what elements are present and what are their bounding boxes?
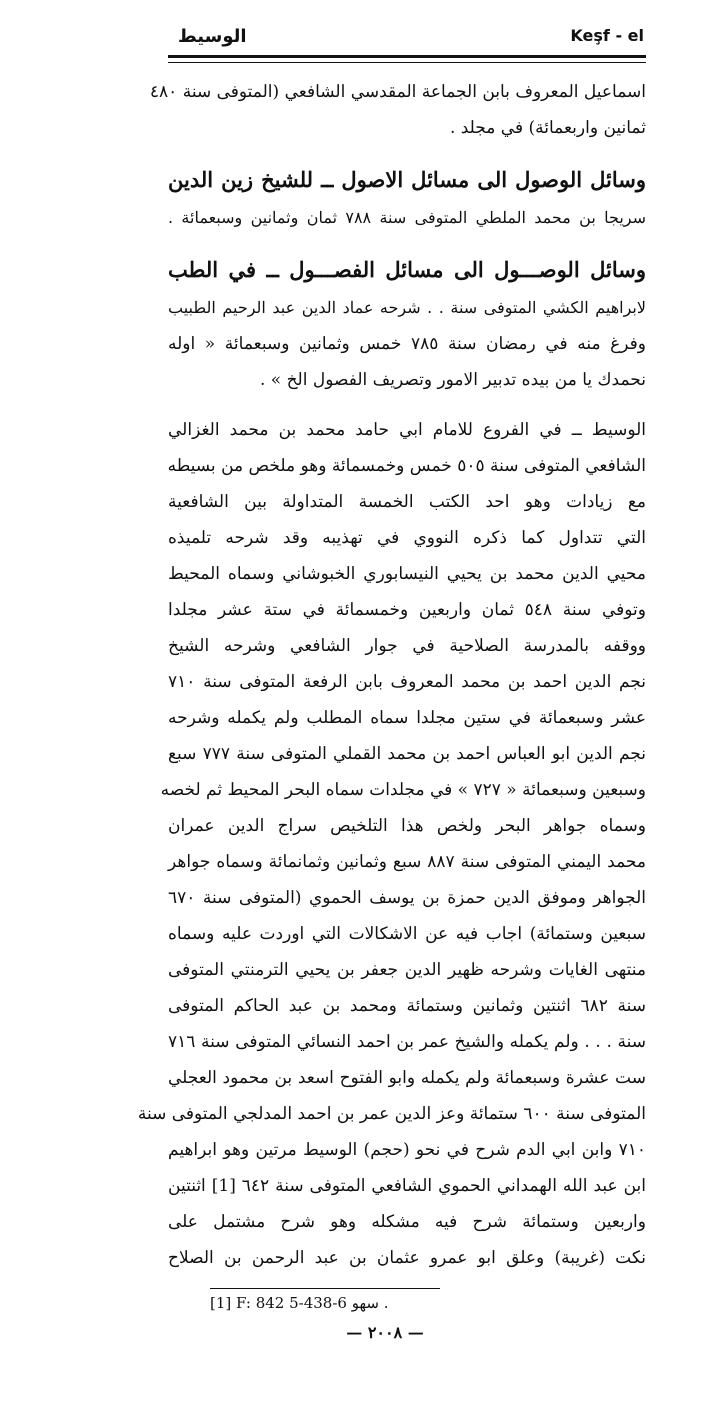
text-line: التي تتداول كما ذكره النووي في تهذيبه وقد شرحه تلميذه (168, 528, 646, 548)
entry-heading-line: وسائل الوصـــول الى مسائل الفصـــول ــ في الطب (168, 257, 646, 282)
text-line: عشر وسبعمائة في ستين مجلدا سماه المطلب ولم يكمله وشرحه (168, 708, 646, 728)
text-line: لابراهيم الكشي المتوفى سنة . . شرحه عماد الدين عبد الرحيم الطبيب (168, 298, 646, 317)
text-line: ٧١٠ وابن ابي الدم شرح في نحو (حجم) الوسيط مرتين وهو ابراهيم (168, 1140, 646, 1160)
text-line: وسماه جواهر البحر ولخص هذا التلخيص سراج الدين عمران (168, 816, 646, 836)
paragraph-gap (168, 146, 646, 160)
running-title-latin: Keşf - el (570, 26, 644, 45)
text-line: سريجا بن محمد الملطي المتوفى سنة ٧٨٨ ثمان وثمانين وسبعمائة . (168, 208, 647, 227)
header-rule-thick (168, 55, 646, 58)
text-line: نكت (غريبة) وعلق ابو عمرو عثمان بن عبد الرحمن بن الصلاح (168, 1248, 646, 1268)
text-line: محمد اليمني المتوفى سنة ٨٨٧ سبع وثمانين وثمانمائة وسماه جواهر (168, 852, 647, 872)
running-title-arabic: الوسيط (178, 26, 247, 47)
entry-heading-line: وسائل الوصول الى مسائل الاصول ــ للشيخ زين الدين (168, 167, 646, 192)
text-line: نحمدك يا من بيده تدبير الامور وتصريف الفصول الخ » . (259, 370, 646, 390)
text-line: محيي الدين محمد بن يحيي النيسابوري الخبوشاني وسماه المحيط (168, 564, 646, 584)
text-line: ست عشرة وسبعمائة ولم يكمله وابو الفتوح اسعد بن محمود العجلي (168, 1068, 646, 1088)
page-header (178, 26, 644, 50)
footnote: [1] F: 842 5-438-6 سهو . (210, 1294, 389, 1312)
text-line: سبعين وستمائة) اجاب فيه عن الاشكالات التي اوردت عليه وسماه (168, 924, 646, 944)
page-number: — ٢٠٠٨ — (346, 1323, 424, 1342)
text-line: منتهى الغايات وشرحه ظهير الدين جعفر بن يحيي الترمنتي المتوفى (168, 960, 646, 980)
text-line: ثمانين واربعمائة) في مجلد . (449, 118, 646, 138)
paragraph-gap (168, 236, 646, 250)
text-line: ووقفه بالمدرسة الصلاحية في جوار الشافعي وشرحه الشيخ (168, 636, 646, 656)
text-line: وسبعين وسبعمائة « ٧٢٧ » في مجلدات سماه البحر المحيط ثم لخصه (160, 780, 646, 800)
text-line: واربعين وستمائة شرح فيه مشكله وهو شرح مشتمل على (168, 1212, 646, 1232)
text-line: الشافعي المتوفى سنة ٥٠٥ خمس وخمسمائة وهو ملخص من بسيطه (167, 456, 646, 476)
text-line: نجم الدين احمد بن محمد المعروف بابن الرفعة المتوفى سنة ٧١٠ (168, 672, 646, 692)
text-line: الجواهر وموفق الدين حمزة بن يوسف الحموي (المتوفى سنة ٦٧٠ (168, 888, 646, 908)
text-line: نجم الدين ابو العباس احمد بن محمد القملي المتوفى سنة ٧٧٧ سبع (168, 744, 646, 764)
text-line: مع زيادات وهو احد الكتب الخمسة المتداولة بين الشافعية (168, 492, 646, 512)
text-line: المتوفى سنة ٦٠٠ ستمائة وعز الدين عمر بن احمد المدلجي المتوفى سنة (137, 1104, 646, 1124)
paragraph-gap (168, 398, 646, 412)
text-line: وفرغ منه في رمضان سنة ٧٨٥ خمس وثمانين وسبعمائة « اوله (168, 334, 646, 354)
text-line: اسماعيل المعروف بابن الجماعة المقدسي الشافعي (المتوفى سنة ٤٨٠ (149, 82, 646, 102)
entry-heading-line: الوسيط ــ في الفروع للامام ابي حامد محمد بن محمد الغزالي (168, 420, 646, 440)
text-line: وتوفي سنة ٥٤٨ ثمان واربعين وخمسمائة في ستة عشر مجلدا (168, 600, 646, 620)
body-text (137, 74, 647, 1276)
text-line: سنة . . . ولم يكمله والشيخ عمر بن احمد النسائي المتوفى سنة ٧١٦ (168, 1032, 646, 1052)
text-line: ابن عبد الله الهمداني الحموي الشافعي المتوفى سنة ٦٤٢ [1] اثنتين (168, 1176, 646, 1196)
text-line: سنة ٦٨٢ اثنتين وثمانين وستمائة ومحمد بن عبد الحاكم المتوفى (168, 996, 646, 1016)
footnote-rule (210, 1288, 440, 1289)
header-rule-thin (168, 62, 646, 63)
